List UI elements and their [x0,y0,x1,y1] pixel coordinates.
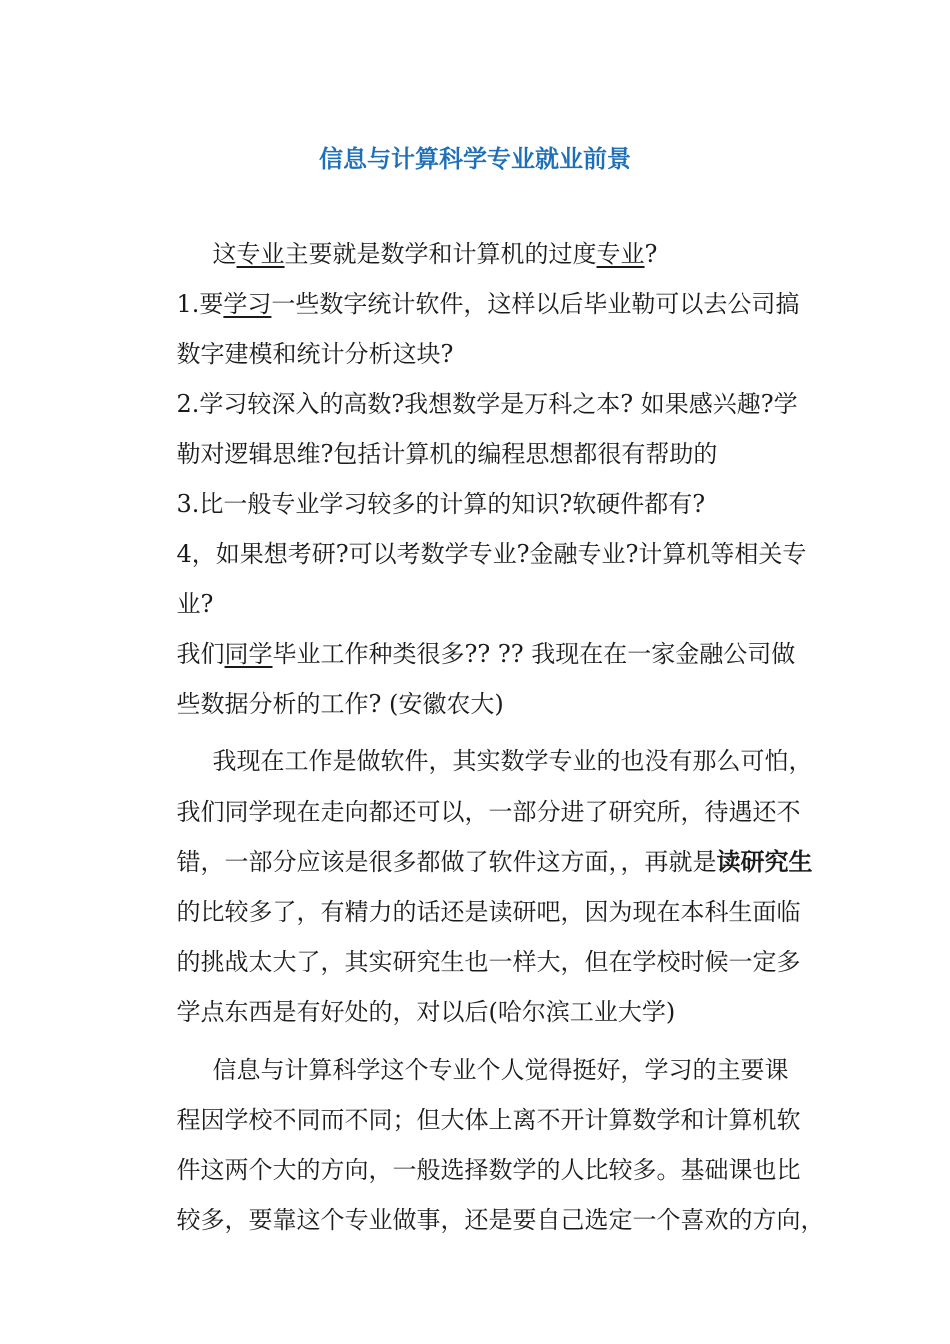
text-span: 我现在工作是做软件，其实数学专业的也没有那么可怕， [212,747,813,775]
text-span-bold: 读研究生 [716,847,813,876]
text-span: 勒对逻辑思维?包括计算机的编程思想都很有帮助的 [176,440,718,468]
text-span: 较多，要靠这个专业做事，还是要自己选定一个喜欢的方向， [176,1206,825,1234]
text-line [146,400,718,468]
text-span: 错，一部分应该是很多都做了软件这方面，，再就是 [176,848,717,876]
text-line [182,707,813,775]
text-line [146,500,807,568]
text-line [146,300,454,368]
text-span: 些数据分析的工作? (安徽农大) [176,690,504,718]
text-span: 一些数字统计软件，这样以后毕业勒可以去公司搞 [271,290,800,318]
text-span-underlined: 专业 [236,240,285,268]
text-line [182,200,658,268]
text-line [146,550,214,618]
text-span: 我们 [176,640,225,668]
text-line [146,908,801,976]
text-span-underlined: 专业 [596,240,645,268]
text-span: ? [644,240,658,268]
text-span: 毕业工作种类很多?? ?? 我现在在一家金融公司做 [272,640,796,668]
text-span: 的比较多了，有精力的话还是读研吧，因为现在本科生面临 [176,898,801,926]
document-title: 信息与计算科学专业就业前景 [319,144,631,173]
text-line [146,1066,801,1134]
text-line [146,350,798,418]
text-span-underlined: 学习 [223,290,272,318]
text-span: 程因学校不同而不同；但大体上离不开计算数学和计算机软 [176,1106,801,1134]
text-span: 学点东西是有好处的，对以后(哈尔滨工业大学) [176,998,676,1026]
text-span: 业? [176,590,214,618]
text-span: 我们同学现在走向都还可以，一部分进了研究所，待遇还不 [176,798,801,826]
text-line [146,600,796,668]
text-span: 2.学习较深入的高数?我想数学是万科之本? 如果感兴趣?学 [176,390,798,418]
text-line [146,1166,825,1234]
text-span: 件这两个大的方向，一般选择数学的人比较多。基础课也比 [176,1156,801,1184]
text-line [182,1016,789,1084]
text-line [146,758,801,826]
text-line [146,250,800,318]
text-line [146,958,676,1026]
text-span: 这 [212,240,237,268]
text-span: 信息与计算科学这个专业个人觉得挺好，学习的主要课 [212,1056,789,1084]
text-line [146,450,706,518]
text-span: 4，如果想考研?可以考数学专业?金融专业?计算机等相关专 [176,540,807,568]
text-span-underlined: 同学 [224,640,273,668]
text-span: 3.比一般专业学习较多的计算的知识?软硬件都有? [176,490,706,518]
text-line [146,650,504,718]
text-span: 的挑战太大了，其实研究生也一样大，但在学校时候一定多 [176,948,801,976]
text-line [146,808,813,876]
text-line [146,1116,801,1184]
text-line [146,858,801,926]
text-span: 主要就是数学和计算机的过度 [284,240,597,268]
text-span: 数字建模和统计分析这块? [176,340,454,368]
text-span: 1.要 [176,290,224,318]
